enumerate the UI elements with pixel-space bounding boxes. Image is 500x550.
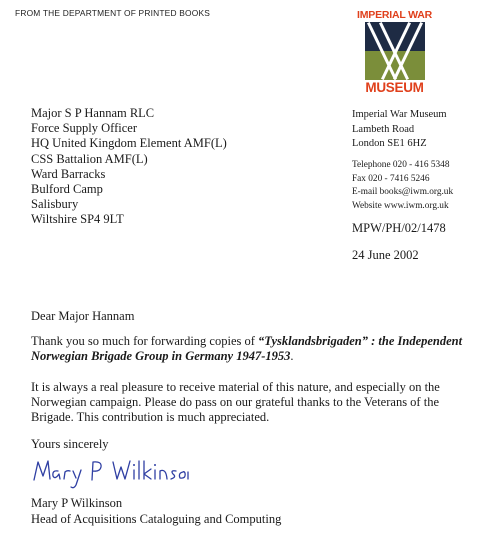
recipient-address	[31, 106, 227, 228]
telephone: Telephone 020 - 416 5348	[352, 160, 450, 170]
letter-date: 24 June 2002	[352, 248, 419, 262]
reference-number: MPW/PH/02/1478	[352, 221, 446, 235]
department-heading: FROM THE DEPARTMENT OF PRINTED BOOKS	[15, 8, 211, 18]
imperial-war-museum-logo	[357, 10, 432, 94]
recipient-line: Bulford Camp	[31, 182, 103, 197]
sender-address-line: London SE1 6HZ	[352, 138, 427, 149]
paragraph-end: .	[290, 349, 294, 363]
recipient-line: CSS Battalion AMF(L)	[31, 151, 148, 166]
sender-contact	[352, 159, 453, 213]
email: E-mail books@iwm.org.uk	[352, 187, 454, 198]
paragraph-intro: Thank you so much for forwarding copies of	[31, 334, 259, 348]
logo-top-text: IMPERIAL WAR	[357, 9, 432, 21]
sender-address	[352, 108, 447, 152]
logo-bottom-text: MUSEUM	[365, 80, 424, 95]
recipient-line: HQ United Kingdom Element AMF(L)	[31, 136, 227, 151]
closing: Yours sincerely	[31, 437, 109, 451]
paragraph-thanks	[31, 334, 471, 364]
signer-title: Head of Acquisitions Cataloguing and Computing	[31, 512, 282, 526]
recipient-line: Wiltshire SP4 9LT	[31, 212, 124, 227]
paragraph-appreciation: It is always a real pleasure to receive material of this nature, and especially on the Norwegian campaign. Please do pass on our grateful thanks to the Veterans of the Brigade. This contribution is much appreciated.	[31, 380, 440, 424]
fax: Fax 020 - 7416 5246	[352, 173, 430, 184]
signer-name: Mary P Wilkinson	[31, 496, 123, 510]
salutation: Dear Major Hannam	[31, 309, 135, 323]
recipient-line: Ward Barracks	[31, 166, 106, 181]
museum-emblem-icon	[365, 22, 425, 80]
website: Website www.iwm.org.uk	[352, 200, 449, 211]
recipient-line: Salisbury	[31, 197, 79, 212]
recipient-line: Major S P Hannam RLC	[31, 106, 155, 120]
sender-address-line: Lambeth Road	[352, 123, 415, 135]
recipient-line: Force Supply Officer	[31, 121, 137, 136]
handwritten-signature	[30, 452, 190, 492]
book-title: “Tysklandsbrigaden” : the Independent Norwegian Brigade Group in Germany 1947-1953	[31, 334, 463, 363]
sender-address-line: Imperial War Museum	[352, 109, 447, 120]
